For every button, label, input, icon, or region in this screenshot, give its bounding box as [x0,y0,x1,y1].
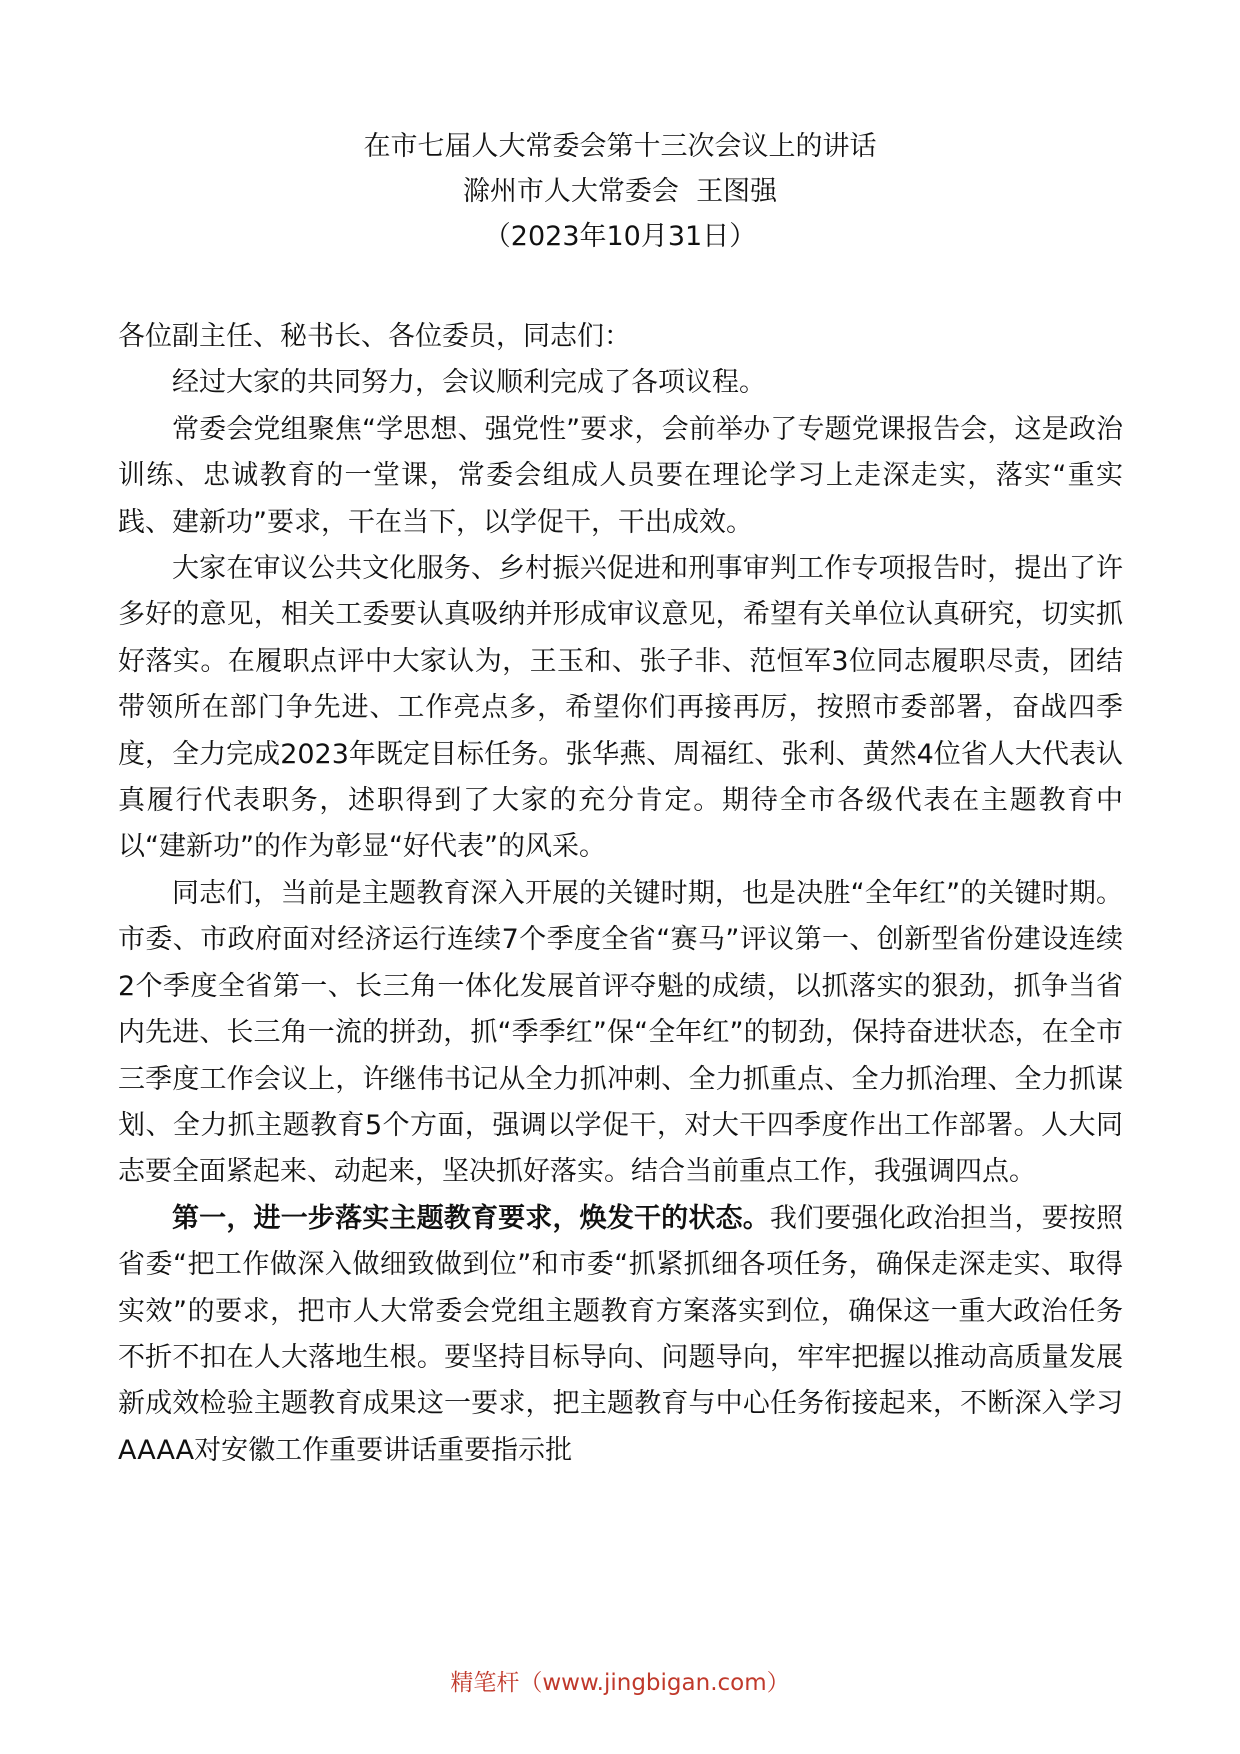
salutation: 各位副主任、秘书长、各位委员，同志们： [118,321,631,352]
point-one-heading: 第一，进一步落实主题教育要求，焕发干的状态。 [172,1202,770,1234]
document-author: 滁州市人大常委会 王图强 [462,176,778,207]
footer-watermark: 精笔杆（www.jingbigan.com） [450,1670,790,1696]
document-date: （2023年10月31日） [483,221,757,252]
paragraph: 大家在审议公共文化服务、乡村振兴促进和刑事审判工作专项报告时，提出了许多好的意见，相关工委要认真吸纳并形成审议意见，希望有关单位认真研究，切实抓好落实。在履职点评中大家认为，王玉和、张子非、范恒军3位同志履职尽责，团结带领所在部门争先进、工作亮点多，希望你们再接再厉，按照市委部署，奋战四季度，全力完成2023年既定目标任务。张华燕、周福红、张利、黄然4位省人大代表认真履行代表职务，述职得到了大家的充分肯定。期待全市各级代表在主题教育中以“建新功”的作为彰显“好代表”的风采。 [118,553,1123,863]
document-header [0,124,1240,259]
document-body [118,314,1123,1474]
paragraph: 经过大家的共同努力，会议顺利完成了各项议程。 [172,367,766,399]
point-one-text: 我们要强化政治担当，要按照省委“把工作做深入做细致做到位”和市委“抓紧抓细各项任务，确保走深走实、取得实效”的要求，把市人大常委会党组主题教育方案落实到位，确保这一重大政治任务不折不扣在人大落地生根。要坚持目标导向、问题导向，牢牢把握以推动高质量发展新成效检验主题教育成果这一要求，把主题教育与中心任务衔接起来，不断深入学习AAAA对安徽工作重要讲话重要指示批 [118,1202,1124,1466]
paragraph: 同志们，当前是主题教育深入开展的关键时期，也是决胜“全年红”的关键时期。市委、市政府面对经济运行连续7个季度全省“赛马”评议第一、创新型省份建设连续2个季度全省第一、长三角一体化发展首评夺魁的成绩，以抓落实的狠劲，抓争当省内先进、长三角一流的拼劲，抓“季季红”保“全年红”的韧劲，保持奋进状态，在全市三季度工作会议上，许继伟书记从全力抓冲刺、全力抓重点、全力抓治理、全力抓谋划、全力抓主题教育5个方面，强调以学促干，对大干四季度作出工作部署。人大同志要全面紧起来、动起来，坚决抓好落实。结合当前重点工作，我强调四点。 [118,877,1123,1188]
document-title: 在市七届人大常委会第十三次会议上的讲话 [363,131,877,162]
paragraph: 常委会党组聚焦“学思想、强党性”要求，会前举办了专题党课报告会，这是政治训练、忠诚教育的一堂课，常委会组成人员要在理论学习上走深走实，落实“重实践、建新功”要求，干在当下，以学促干，干出成效。 [118,413,1123,538]
point-one-paragraph [118,1196,1123,1474]
